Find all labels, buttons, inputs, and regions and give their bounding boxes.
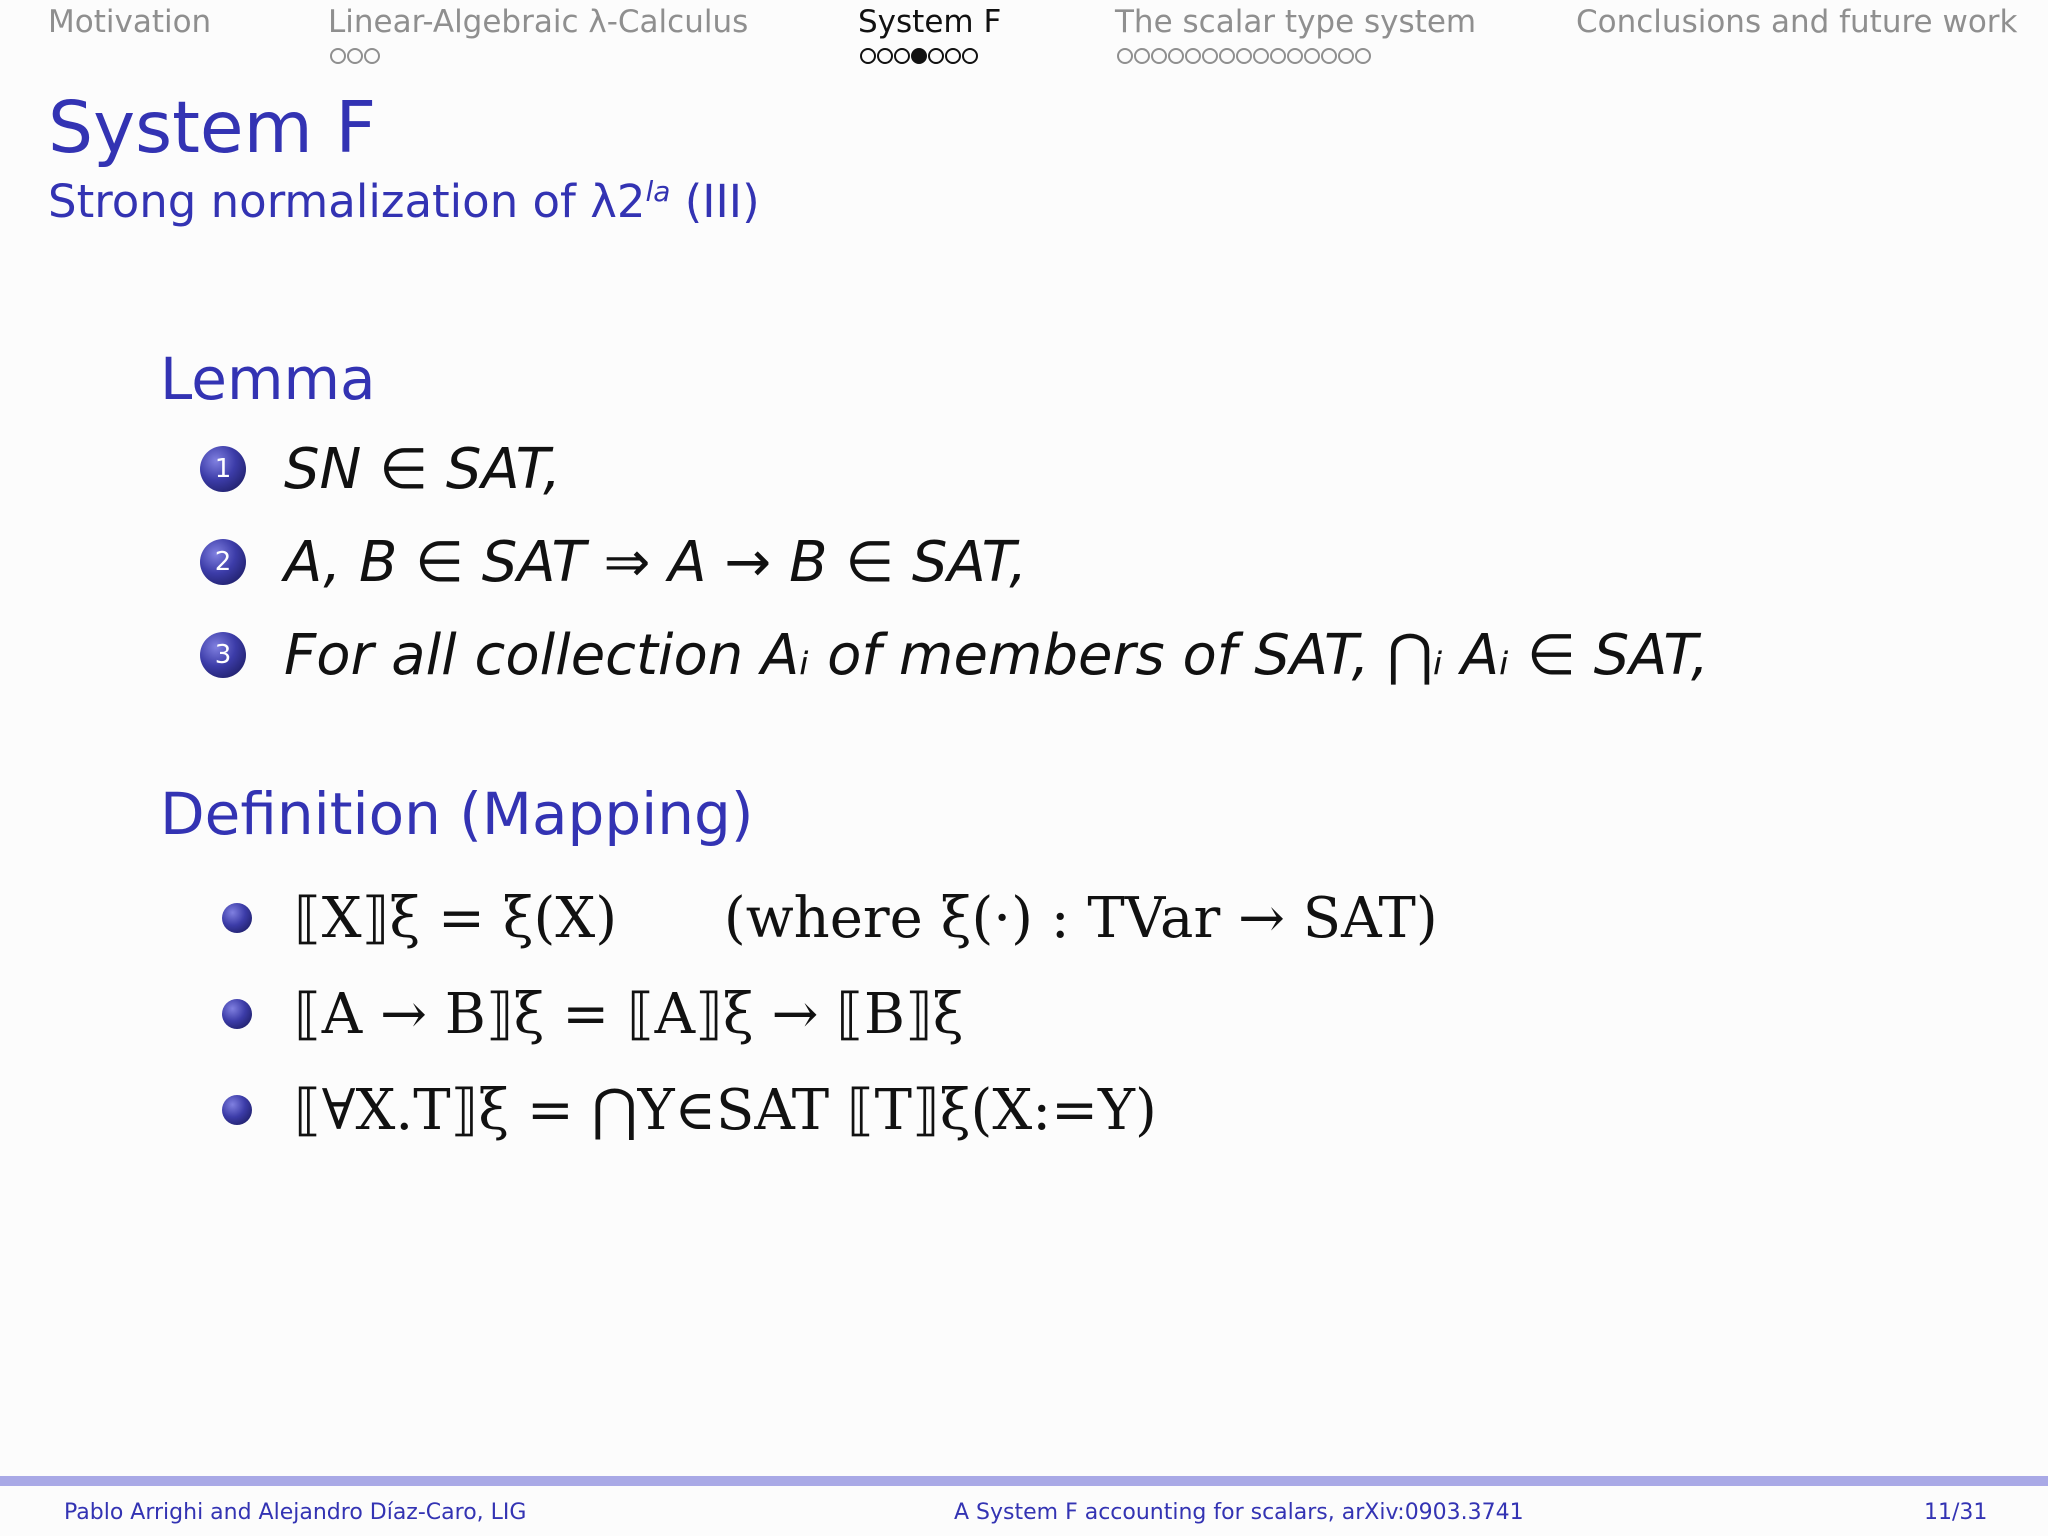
frame-subtitle-tail: (III) bbox=[670, 175, 760, 228]
definition-title: Definition (Mapping) bbox=[160, 780, 754, 848]
nav-section-system-f[interactable]: System F bbox=[858, 4, 1002, 40]
lemma-item bbox=[200, 434, 561, 504]
nav-slide-dot[interactable] bbox=[962, 48, 978, 64]
nav-slide-dot[interactable] bbox=[1253, 48, 1269, 64]
nav-slide-dot[interactable] bbox=[1134, 48, 1150, 64]
nav-slide-dot[interactable] bbox=[1304, 48, 1320, 64]
nav-slide-dot[interactable] bbox=[1355, 48, 1371, 64]
bullet-icon bbox=[222, 903, 252, 933]
nav-section-motivation[interactable]: Motivation bbox=[48, 4, 212, 40]
nav-slide-dot[interactable] bbox=[1219, 48, 1235, 64]
nav-slide-dot[interactable] bbox=[877, 48, 893, 64]
nav-slide-dot[interactable] bbox=[1117, 48, 1133, 64]
lemma-item bbox=[200, 527, 1027, 597]
lemma-item-text: For all collection Aᵢ of members of SAT, ⋂ᵢ Aᵢ ∈ SAT, bbox=[284, 622, 1709, 688]
nav-section-conclusions[interactable]: Conclusions and future work bbox=[1576, 4, 2018, 40]
definition-item-text: ⟦X⟧ξ = ξ(X) (where ξ(·) : TVar → SAT) bbox=[294, 885, 1438, 951]
nav-slide-dot[interactable] bbox=[1168, 48, 1184, 64]
lemma-item bbox=[200, 620, 1709, 690]
nav-slide-dot[interactable] bbox=[1270, 48, 1286, 64]
nav-slide-dot[interactable] bbox=[928, 48, 944, 64]
nav-dots-linear-algebraic bbox=[330, 48, 380, 68]
nav-slide-dot[interactable] bbox=[1338, 48, 1354, 64]
definition-item-text: ⟦A → B⟧ξ = ⟦A⟧ξ → ⟦B⟧ξ bbox=[294, 981, 964, 1047]
nav-slide-dot[interactable] bbox=[1202, 48, 1218, 64]
frame-subtitle bbox=[48, 175, 760, 228]
nav-slide-dot[interactable] bbox=[945, 48, 961, 64]
section-navigation bbox=[0, 0, 2048, 78]
definition-item bbox=[222, 974, 964, 1054]
nav-section-linear-algebraic[interactable]: Linear-Algebraic λ-Calculus bbox=[328, 4, 749, 40]
enum-ball-3: 3 bbox=[200, 632, 246, 678]
nav-dots-scalar-type-system bbox=[1117, 48, 1371, 68]
lemma-title: Lemma bbox=[160, 345, 376, 413]
frame-subtitle-text: Strong normalization of λ2 bbox=[48, 175, 646, 228]
nav-slide-dot[interactable] bbox=[911, 48, 927, 64]
nav-section-scalar-type-system[interactable]: The scalar type system bbox=[1115, 4, 1477, 40]
lemma-item-text: A, B ∈ SAT ⇒ A → B ∈ SAT, bbox=[284, 529, 1028, 595]
nav-slide-dot[interactable] bbox=[364, 48, 380, 64]
nav-slide-dot[interactable] bbox=[330, 48, 346, 64]
nav-dots-system-f bbox=[860, 48, 978, 68]
nav-slide-dot[interactable] bbox=[1185, 48, 1201, 64]
footer-page-number: 11/31 bbox=[1924, 1500, 1988, 1525]
lemma-item-text: SN ∈ SAT, bbox=[284, 436, 561, 502]
footer-title: A System F accounting for scalars, arXiv:0903.3741 bbox=[954, 1500, 1524, 1525]
frame-subtitle-superscript: la bbox=[645, 175, 671, 208]
nav-slide-dot[interactable] bbox=[1151, 48, 1167, 64]
enum-ball-1: 1 bbox=[200, 446, 246, 492]
nav-slide-dot[interactable] bbox=[894, 48, 910, 64]
footer-authors: Pablo Arrighi and Alejandro Díaz-Caro, LIG bbox=[64, 1500, 527, 1525]
nav-slide-dot[interactable] bbox=[1236, 48, 1252, 64]
nav-slide-dot[interactable] bbox=[860, 48, 876, 64]
frame-title: System F bbox=[48, 86, 377, 169]
footer-bar bbox=[0, 1476, 2048, 1486]
definition-item bbox=[222, 1070, 1157, 1150]
enum-ball-2: 2 bbox=[200, 539, 246, 585]
nav-slide-dot[interactable] bbox=[347, 48, 363, 64]
bullet-icon bbox=[222, 1095, 252, 1125]
definition-item-text: ⟦∀X.T⟧ξ = ⋂Y∈SAT ⟦T⟧ξ(X:=Y) bbox=[294, 1077, 1157, 1143]
definition-item bbox=[222, 878, 1438, 958]
nav-slide-dot[interactable] bbox=[1321, 48, 1337, 64]
nav-slide-dot[interactable] bbox=[1287, 48, 1303, 64]
bullet-icon bbox=[222, 999, 252, 1029]
